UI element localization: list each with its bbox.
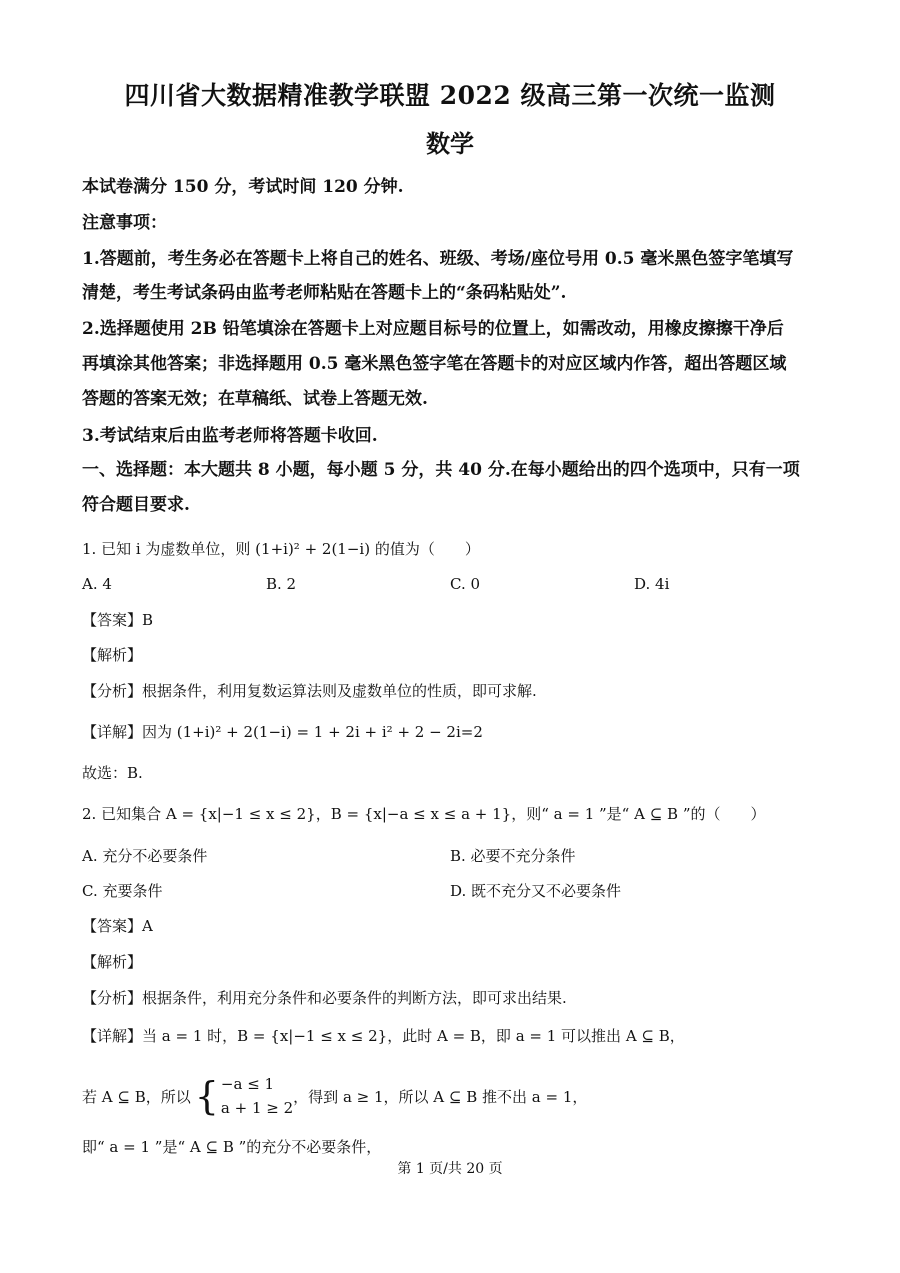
system-row-2: a + 1 ≥ 2 [220, 1099, 294, 1117]
question-2-stem: 2. 已知集合 A = {x|−1 ≤ x ≤ 2}，B = {x|−a ≤ x ≤ a + 1}，则“ a = 1 ”是“ A ⊆ B ”的（ ） [82, 805, 766, 823]
if-prefix: 若 A ⊆ B，所以 [82, 1087, 191, 1106]
question-1-option-b: B. 2 [266, 575, 297, 593]
question-2-conclusion: 即“ a = 1 ”是“ A ⊆ B ”的充分不必要条件， [82, 1138, 382, 1156]
question-2-jiexi: 【解析】 [82, 953, 143, 971]
analysis-label: 【分析】 [82, 682, 143, 700]
if-suffix: ，得到 a ≥ 1，所以 A ⊆ B 推不出 a = 1， [293, 1087, 588, 1106]
analysis-text: 根据条件，利用充分条件和必要条件的判断方法，即可求出结果. [142, 989, 567, 1007]
notice-2a: 2.选择题使用 2B 铅笔填涂在答题卡上对应题目标号的位置上，如需改动，用橡皮擦擦干净后 [82, 319, 784, 339]
question-2-analysis [82, 987, 567, 1008]
question-2-detail [82, 1025, 685, 1046]
notice-3: 3.考试结束后由监考老师将答题卡收回. [82, 426, 378, 446]
question-1-option-d: D. 4i [634, 575, 670, 593]
question-1-option-c: C. 0 [450, 575, 481, 593]
detail-label: 【详解】 [82, 723, 143, 741]
inequality-system [221, 1072, 293, 1120]
question-2-answer: 【答案】A [82, 917, 153, 935]
analysis-text: 根据条件，利用复数运算法则及虚数单位的性质，即可求解. [142, 682, 537, 700]
left-brace: { [194, 1074, 219, 1118]
notice-1a: 1.答题前，考生务必在答题卡上将自己的姓名、班级、考场/座位号用 0.5 毫米黑色签字笔填写 [82, 249, 794, 269]
intro-score-time: 本试卷满分 150 分，考试时间 120 分钟. [82, 177, 404, 197]
detail-label: 【详解】 [82, 1027, 143, 1045]
system-row-1: −a ≤ 1 [220, 1075, 275, 1093]
section-1-heading-a: 一、选择题：本大题共 8 小题，每小题 5 分，共 40 分.在每小题给出的四个选项中，只有一项 [82, 460, 800, 480]
notice-title: 注意事项： [82, 213, 167, 233]
question-1-choose: 故选：B. [82, 764, 143, 782]
page-number: 第 1 页/共 20 页 [397, 1161, 503, 1177]
analysis-label: 【分析】 [82, 989, 143, 1007]
notice-1b: 清楚，考生考试条码由监考老师粘贴在答题卡上的“条码粘贴处”. [82, 283, 567, 303]
question-1-analysis [82, 680, 537, 701]
question-2-if-line [82, 1072, 587, 1120]
question-1-answer: 【答案】B [82, 611, 154, 629]
notice-2b: 再填涂其他答案；非选择题用 0.5 毫米黑色签字笔在答题卡的对应区域内作答，超出答题区域 [82, 354, 787, 374]
question-2-option-b: B. 必要不充分条件 [450, 847, 576, 865]
exam-subject: 数学 [426, 129, 474, 158]
question-2-option-a: A. 充分不必要条件 [82, 847, 208, 865]
notice-2c: 答题的答案无效；在草稿纸、试卷上答题无效. [82, 389, 428, 409]
question-1-option-a: A. 4 [82, 575, 112, 593]
question-2-option-c: C. 充要条件 [82, 882, 163, 900]
question-1-detail [82, 721, 483, 742]
detail-text: 当 a = 1 时，B = {x|−1 ≤ x ≤ 2}，此时 A = B，即 a = 1 可以推出 A ⊆ B， [142, 1027, 685, 1045]
detail-text: 因为 (1+i)² + 2(1−i) = 1 + 2i + i² + 2 − 2i=2 [142, 723, 483, 741]
exam-title: 四川省大数据精准教学联盟 2022 级高三第一次统一监测 [124, 81, 776, 110]
question-1-stem: 1. 已知 i 为虚数单位，则 (1+i)² + 2(1−i) 的值为（ ） [82, 540, 480, 558]
question-1-jiexi: 【解析】 [82, 646, 143, 664]
question-2-option-d: D. 既不充分又不必要条件 [450, 882, 622, 900]
section-1-heading-b: 符合题目要求. [82, 495, 190, 515]
